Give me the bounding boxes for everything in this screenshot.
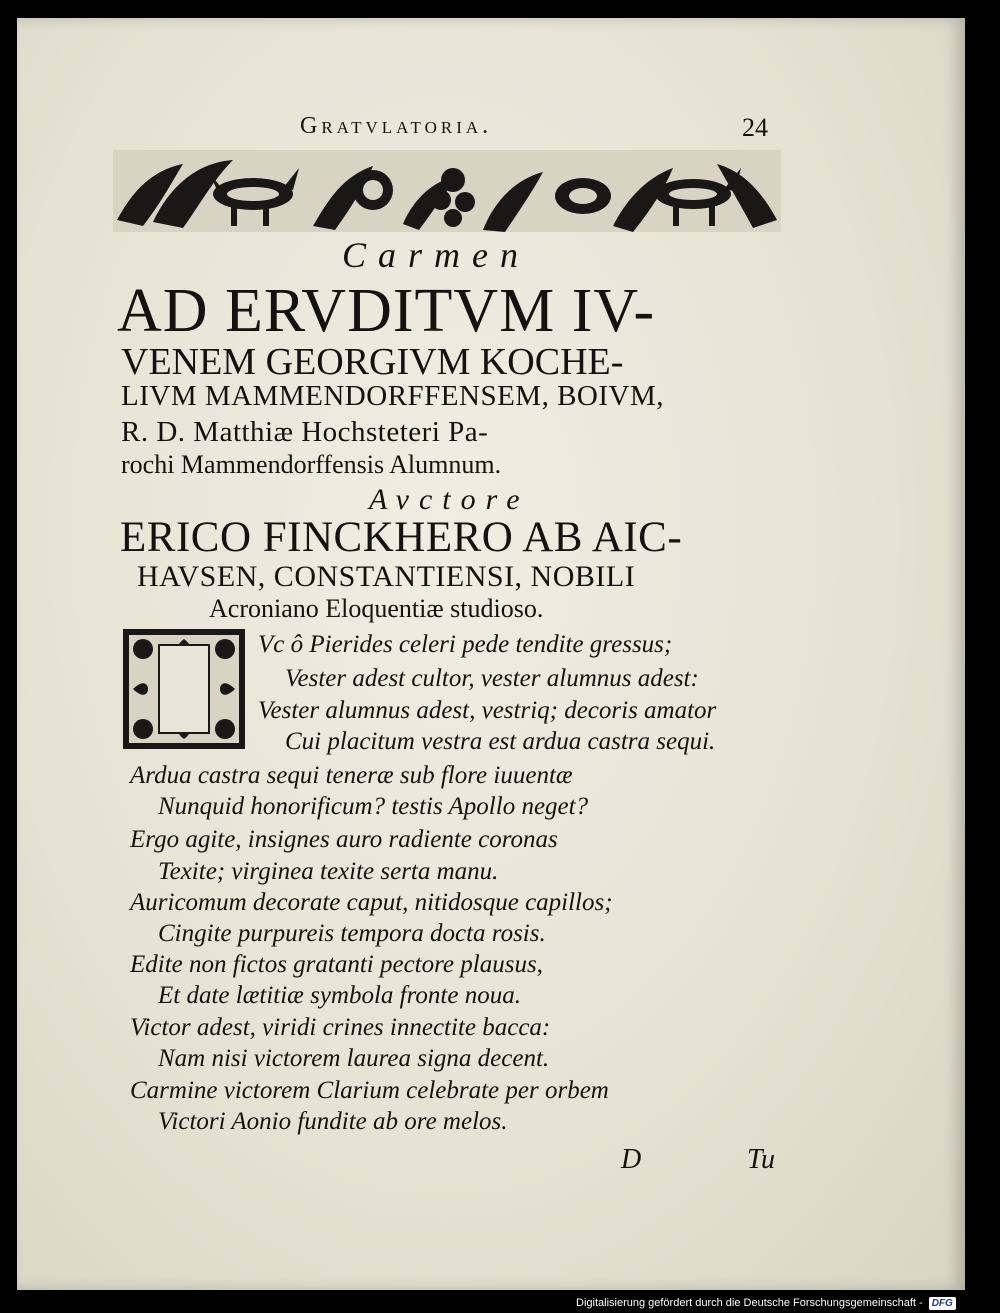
book-page <box>17 18 965 1290</box>
verse-line: Carmine victorem Clarium celebrate per orbem <box>130 1077 609 1104</box>
woodcut-headpiece <box>113 150 781 232</box>
author-line-1: ERICO FINCKHERO AB AIC- <box>120 514 683 561</box>
page-number: 24 <box>742 113 768 142</box>
title-carmen: Carmen <box>342 235 530 275</box>
author-line-2: HAVSEN, CONSTANTIENSI, NOBILI <box>137 560 636 593</box>
verse-line: Ardua castra sequi teneræ sub flore iuuentæ <box>130 762 573 789</box>
decorated-initial <box>123 629 245 749</box>
digitization-credit <box>576 1294 956 1312</box>
headpiece-ornament-icon <box>113 150 781 232</box>
verse-line: Edite non fictos gratanti pectore plausus, <box>130 951 543 978</box>
verse-line: Victori Aonio fundite ab ore melos. <box>158 1108 508 1135</box>
catchword: Tu <box>747 1144 776 1175</box>
title-line-1: AD ERVDITVM IV- <box>117 277 656 345</box>
dfg-logo: DFG <box>929 1297 956 1310</box>
verse-line: Et date lætitiæ symbola fronte noua. <box>158 982 521 1009</box>
verse-line: Nam nisi victorem laurea signa decent. <box>158 1045 550 1072</box>
verse-line: Auricomum decorate caput, nitidosque capillos; <box>130 889 613 916</box>
credit-text: Digitalisierung gefördert durch die Deutsche Forschungsgemeinschaft - <box>576 1297 923 1309</box>
title-line-3: LIVM MAMMENDORFFENSEM, BOIVM, <box>121 380 664 412</box>
verse-line: Vc ô Pierides celeri pede tendite gressus; <box>258 631 673 658</box>
auctore-label: Avctore <box>369 483 530 516</box>
title-line-5: rochi Mammendorffensis Alumnum. <box>121 450 502 479</box>
verse-line: Cingite purpureis tempora docta rosis. <box>158 920 546 947</box>
verse-line: Vester adest cultor, vester alumnus adest: <box>285 665 699 692</box>
title-line-4: R. D. Matthiæ Hochsteteri Pa- <box>121 416 489 448</box>
verse-line: Vester alumnus adest, vestriq; decoris amator <box>258 697 717 724</box>
verse-line: Texite; virginea texite serta manu. <box>158 858 499 885</box>
ornate-initial-icon <box>123 629 245 749</box>
verse-line: Cui placitum vestra est ardua castra sequi. <box>285 728 716 755</box>
verse-line: Nunquid honorificum? testis Apollo neget? <box>158 793 589 820</box>
running-title: Gratvlatoria. <box>300 113 493 139</box>
verse-line: Victor adest, viridi crines innectite bacca: <box>130 1014 551 1041</box>
verse-line: Ergo agite, insignes auro radiente coronas <box>130 826 558 853</box>
title-line-2: VENEM GEORGIVM KOCHE- <box>121 341 624 383</box>
author-line-3: Acroniano Eloquentiæ studioso. <box>209 594 544 623</box>
signature-mark: D <box>621 1144 642 1175</box>
